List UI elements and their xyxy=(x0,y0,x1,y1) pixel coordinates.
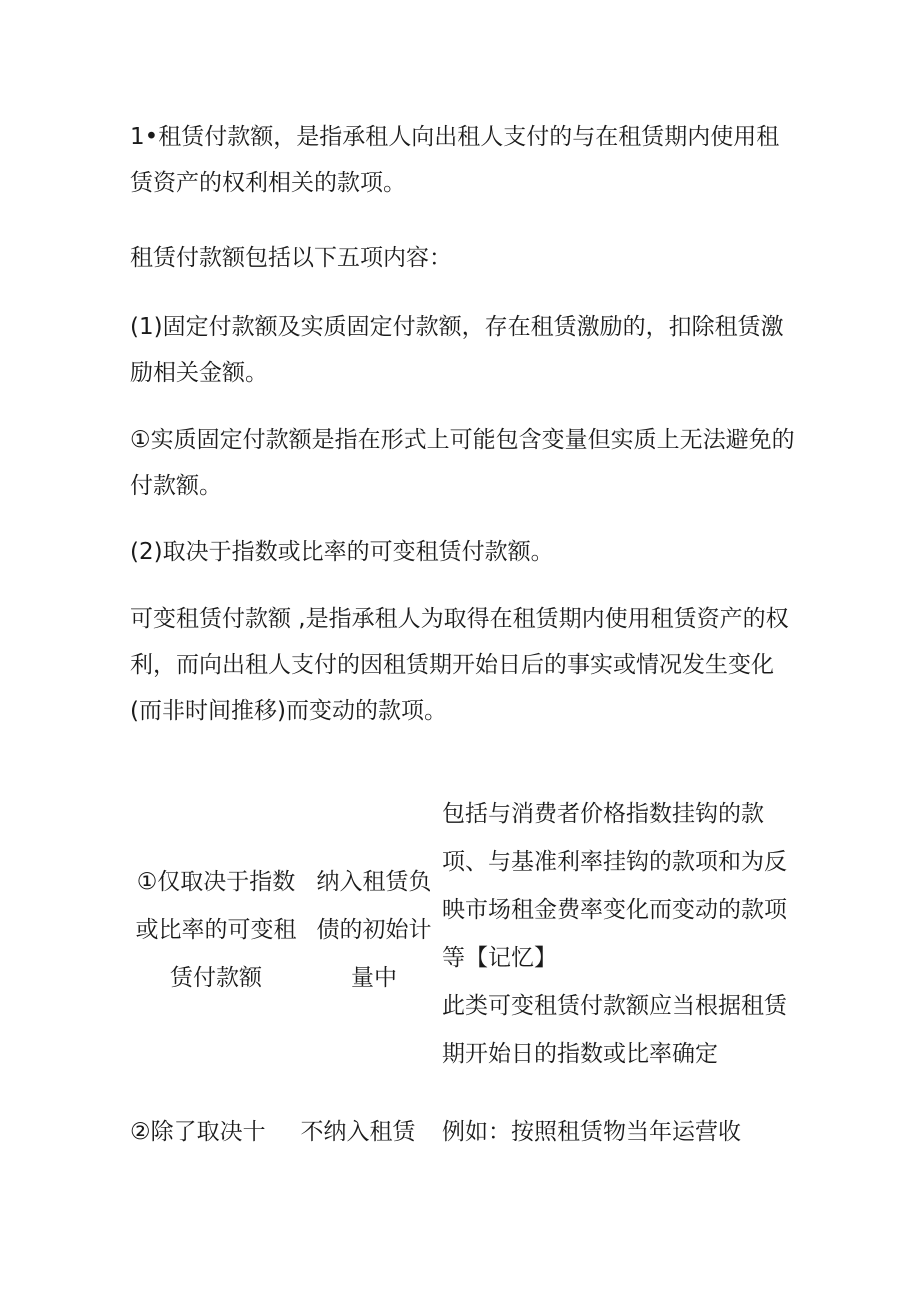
table-row1-examples: 包括与消费者价格指数挂钩的款项、与基准利率挂钩的款项和为反映市场租金费率变化而变动的款项等【记忆】 xyxy=(442,801,787,971)
table-row2-examples: 例如：按照租赁物当年运营收 xyxy=(442,1119,741,1145)
paragraph-variable-payments-definition: 可变租赁付款额 ,是指承租人为取得在租赁期内使用租赁资产的权利，而向出租人支付的因租赁期开始日后的事实或情况发生变化(而非时间推移)而变动的款项。 xyxy=(130,606,789,724)
table-row2-treatment: 不纳入租赁 xyxy=(300,1119,416,1145)
paragraph-lease-payment-definition: 1•租赁付款额，是指承租人向出租人支付的与在租赁期内使用租赁资产的权利相关的款项。 xyxy=(130,124,780,196)
table-row2-category: ②除了取决十 xyxy=(130,1119,266,1145)
variable-payments-table xyxy=(130,790,810,1210)
paragraph-item-2-variable-payments: (2)取决于指数或比率的可变租赁付款额。 xyxy=(130,539,554,565)
table-row1-category: ①仅取决于指数或比率的可变租赁付款额 xyxy=(135,869,297,991)
table-row1-measurement-note: 此类可变租赁付款额应当根据租赁期开始日的指数或比率确定 xyxy=(442,993,787,1067)
table-row1-treatment: 纳入租赁负债的初始计量中 xyxy=(316,869,432,991)
paragraph-substantive-fixed-payments: ①实质固定付款额是指在形式上可能包含变量但实质上无法避免的付款额。 xyxy=(130,427,795,499)
paragraph-five-items-intro: 租赁付款额包括以下五项内容： xyxy=(130,245,452,271)
paragraph-item-1-fixed-payments: (1)固定付款额及实质固定付款额，存在租赁激励的，扣除租赁激励相关金额。 xyxy=(130,314,784,386)
